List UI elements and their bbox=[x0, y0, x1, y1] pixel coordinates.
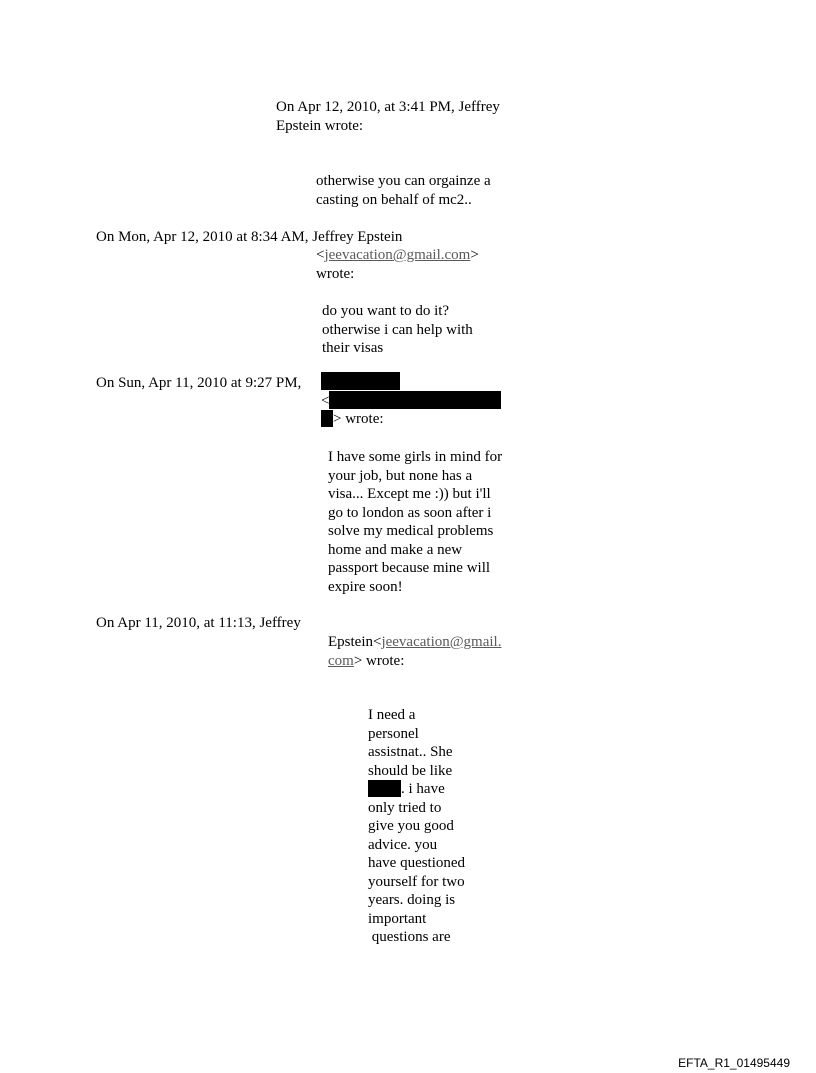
email-link[interactable]: jeevacation@gmail.com bbox=[324, 247, 471, 263]
message-line: passport because mine will bbox=[328, 560, 491, 576]
message-line: personel bbox=[368, 725, 419, 742]
reply-header-1 bbox=[276, 98, 500, 135]
header-line bbox=[321, 410, 384, 429]
redaction-block bbox=[329, 391, 501, 409]
message-line: years. doing is bbox=[368, 892, 456, 908]
angle-open: < bbox=[316, 247, 325, 263]
redaction-block bbox=[321, 372, 400, 390]
wrote-label: > wrote: bbox=[333, 411, 384, 427]
message-body-3 bbox=[328, 448, 502, 596]
message-line: advice. you bbox=[368, 836, 438, 853]
message-line: I need a bbox=[368, 707, 416, 723]
angle-open: < bbox=[321, 393, 330, 409]
message-line: your job, but none has a bbox=[328, 467, 473, 484]
header-line: On Apr 11, 2010, at 11:13, Jeffrey bbox=[96, 615, 301, 631]
reply-header-4-address bbox=[328, 633, 501, 670]
message-text: . i have bbox=[401, 781, 445, 797]
message-line: yourself for two bbox=[368, 873, 465, 890]
header-line: On Mon, Apr 12, 2010 at 8:34 AM, Jeffrey Epstein bbox=[96, 229, 403, 245]
message-body-4 bbox=[368, 706, 465, 947]
message-line: do you want to do it? bbox=[322, 303, 450, 319]
redaction-block bbox=[321, 410, 333, 427]
reply-header-2-date bbox=[96, 228, 402, 247]
message-line: go to london as soon after i bbox=[328, 504, 492, 521]
header-line: wrote: bbox=[316, 265, 355, 282]
message-line: questions are bbox=[368, 929, 451, 945]
email-link[interactable]: jeevacation@gmail. bbox=[381, 634, 502, 650]
message-line: visa... Except me :)) but i'll bbox=[328, 486, 491, 502]
email-link[interactable]: com bbox=[328, 652, 354, 669]
reply-header-4-date bbox=[96, 614, 301, 633]
message-body-2 bbox=[322, 302, 473, 358]
message-line: important bbox=[368, 910, 427, 927]
message-line: otherwise i can help with bbox=[322, 321, 473, 338]
message-line: only tried to bbox=[368, 799, 442, 816]
message-line: solve my medical problems bbox=[328, 523, 494, 539]
header-email-line bbox=[328, 652, 501, 671]
header-line: Epstein wrote: bbox=[276, 117, 364, 134]
reply-header-2-address bbox=[316, 246, 479, 283]
document-id: EFTA_R1_01495449 bbox=[678, 1056, 790, 1070]
message-line: casting on behalf of mc2.. bbox=[316, 191, 472, 208]
message-line: should be like bbox=[368, 762, 453, 779]
message-line: assistnat.. She bbox=[368, 744, 453, 760]
message-line: give you good bbox=[368, 818, 454, 834]
header-email-line bbox=[316, 246, 479, 265]
message-body-1 bbox=[316, 172, 491, 209]
redaction-block bbox=[368, 780, 401, 797]
message-line: their visas bbox=[322, 340, 384, 356]
message-line: otherwise you can orgainze a bbox=[316, 173, 491, 189]
header-line: On Apr 12, 2010, at 3:41 PM, Jeffrey bbox=[276, 99, 500, 115]
reply-header-3-date bbox=[96, 374, 301, 393]
message-line: have questioned bbox=[368, 855, 466, 871]
message-line: expire soon! bbox=[328, 578, 403, 595]
header-line: On Sun, Apr 11, 2010 at 9:27 PM, bbox=[96, 375, 302, 391]
message-line: I have some girls in mind for bbox=[328, 449, 503, 465]
header-3-wrote-line bbox=[321, 410, 384, 429]
header-email-line bbox=[328, 633, 501, 652]
sender-name: Epstein< bbox=[328, 634, 382, 650]
angle-close: > bbox=[470, 247, 479, 263]
message-line: home and make a new bbox=[328, 541, 463, 558]
wrote-label: > wrote: bbox=[353, 652, 405, 669]
message-line bbox=[368, 780, 465, 799]
